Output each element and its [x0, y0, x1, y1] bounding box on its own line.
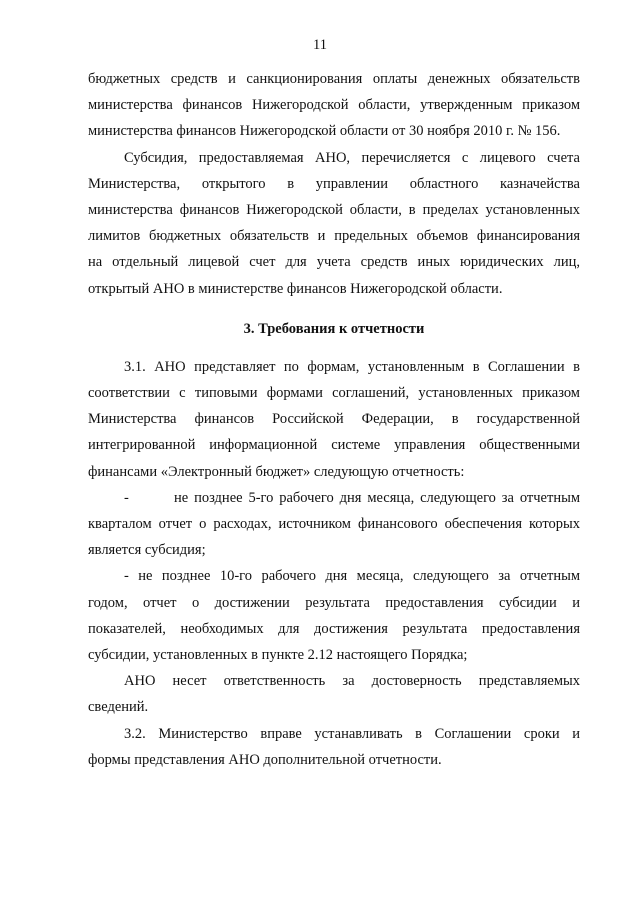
- page-number: 11: [313, 37, 327, 53]
- text-line: лимитов бюджетных обязательств и предельных объемов финансирования: [88, 228, 580, 245]
- text-line: Субсидия, предоставляемая АНО, перечисляется с лицевого счета: [124, 149, 580, 166]
- text-line: соответствии с типовыми формами соглашений, установленных приказом: [88, 385, 580, 402]
- section-heading: 3. Требования к отчетности: [243, 320, 425, 337]
- text-line: формы представления АНО дополнительной отчетности.: [88, 751, 442, 768]
- paragraph-subsidy: [88, 145, 580, 302]
- text-line: Министерства, открытого в управлении областного казначейства: [88, 175, 580, 192]
- text-line: показателей, необходимых для достижения результата предоставления: [88, 620, 580, 637]
- text-line: на отдельный лицевой счет для учета средств иных юридических лиц,: [88, 254, 580, 271]
- text-line: интегрированной информационной системе управления общественными: [88, 437, 580, 454]
- text-line: является субсидия;: [88, 542, 206, 559]
- text-line: 3.2. Министерство вправе устанавливать в Соглашении сроки и: [124, 725, 580, 742]
- list-item-text: не позднее 5-го рабочего дня месяца, следующего за отчетным: [174, 489, 580, 506]
- text-line: кварталом отчет о расходах, источником финансового обеспечения которых: [88, 516, 580, 532]
- list-dash: -: [124, 489, 129, 506]
- text-line: сведений.: [88, 699, 149, 716]
- text-line: министерства финансов Нижегородской области, утвержденным приказом: [88, 97, 580, 114]
- text-line: - не позднее 10-го рабочего дня месяца, следующего за отчетным: [124, 568, 580, 585]
- paragraph-continuation: [88, 66, 580, 145]
- document-body: [88, 66, 580, 773]
- text-line: финансами «Электронный бюджет» следующую отчетность:: [88, 463, 465, 480]
- text-line: министерства финансов Нижегородской области, в пределах установленных: [88, 201, 580, 218]
- text-line: бюджетных средств и санкционирования оплаты денежных обязательств: [88, 71, 580, 87]
- text-line: субсидии, установленных в пункте 2.12 настоящего Порядка;: [88, 646, 468, 663]
- list-item: [88, 563, 580, 668]
- text-line: министерства финансов Нижегородской области от 30 ноября 2010 г. № 156.: [88, 123, 561, 140]
- text-line: Министерства финансов Российской Федерации, в государственной: [88, 411, 580, 428]
- text-line: [88, 485, 580, 511]
- text-line: годом, отчет о достижении результата предоставления субсидии и: [88, 594, 580, 611]
- paragraph-3-1: [88, 354, 580, 485]
- text-line: АНО несет ответственность за достоверность представляемых: [124, 673, 580, 690]
- paragraph-responsibility: [88, 668, 580, 720]
- text-line: 3.1. АНО представляет по формам, установленным в Соглашении в: [124, 358, 580, 375]
- paragraph-3-2: [88, 721, 580, 773]
- text-line: открытый АНО в министерстве финансов Нижегородской области.: [88, 280, 503, 297]
- list-item: [88, 485, 580, 564]
